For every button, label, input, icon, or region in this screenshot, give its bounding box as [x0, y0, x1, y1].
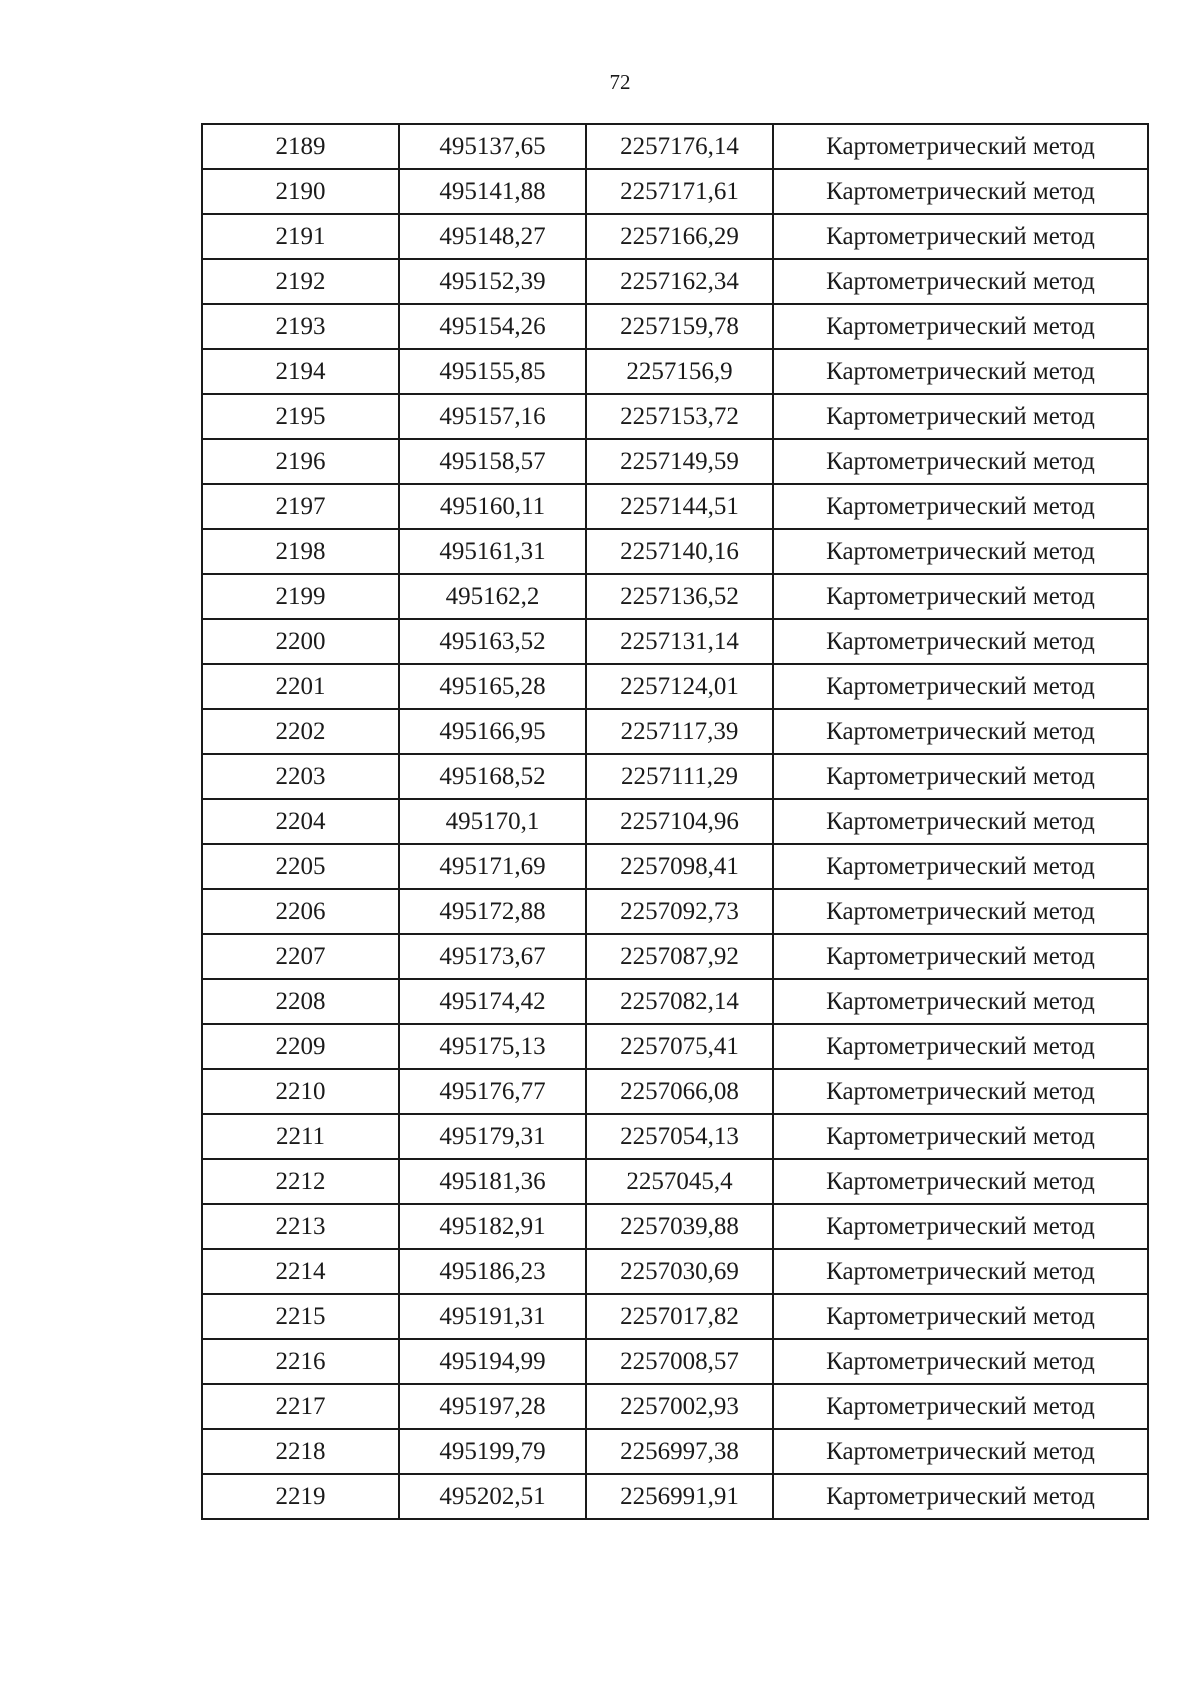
x-coordinate-cell: 495141,88: [399, 169, 586, 214]
method-cell: Картометрический метод: [773, 439, 1148, 484]
method-cell: Картометрический метод: [773, 619, 1148, 664]
point-number-cell: 2216: [202, 1339, 399, 1384]
method-cell: Картометрический метод: [773, 1384, 1148, 1429]
method-cell: Картометрический метод: [773, 124, 1148, 169]
x-coordinate-cell: 495194,99: [399, 1339, 586, 1384]
point-number-cell: 2218: [202, 1429, 399, 1474]
x-coordinate-cell: 495162,2: [399, 574, 586, 619]
y-coordinate-cell: 2257156,9: [586, 349, 773, 394]
point-number-cell: 2191: [202, 214, 399, 259]
x-coordinate-cell: 495174,42: [399, 979, 586, 1024]
y-coordinate-cell: 2257039,88: [586, 1204, 773, 1249]
point-number-cell: 2199: [202, 574, 399, 619]
y-coordinate-cell: 2257144,51: [586, 484, 773, 529]
table-row: [202, 1474, 1148, 1519]
method-cell: Картометрический метод: [773, 1294, 1148, 1339]
x-coordinate-cell: 495197,28: [399, 1384, 586, 1429]
point-number-cell: 2217: [202, 1384, 399, 1429]
table-row: [202, 1069, 1148, 1114]
y-coordinate-cell: 2257054,13: [586, 1114, 773, 1159]
y-coordinate-cell: 2257008,57: [586, 1339, 773, 1384]
table-row: [202, 664, 1148, 709]
table-row: [202, 619, 1148, 664]
y-coordinate-cell: 2257082,14: [586, 979, 773, 1024]
y-coordinate-cell: 2257176,14: [586, 124, 773, 169]
point-number-cell: 2211: [202, 1114, 399, 1159]
table-row: [202, 754, 1148, 799]
point-number-cell: 2198: [202, 529, 399, 574]
table-row: [202, 934, 1148, 979]
method-cell: Картометрический метод: [773, 1474, 1148, 1519]
x-coordinate-cell: 495160,11: [399, 484, 586, 529]
y-coordinate-cell: 2257098,41: [586, 844, 773, 889]
method-cell: Картометрический метод: [773, 484, 1148, 529]
point-number-cell: 2202: [202, 709, 399, 754]
y-coordinate-cell: 2257030,69: [586, 1249, 773, 1294]
point-number-cell: 2219: [202, 1474, 399, 1519]
x-coordinate-cell: 495152,39: [399, 259, 586, 304]
table-row: [202, 124, 1148, 169]
method-cell: Картометрический метод: [773, 844, 1148, 889]
method-cell: Картометрический метод: [773, 709, 1148, 754]
y-coordinate-cell: 2257159,78: [586, 304, 773, 349]
method-cell: Картометрический метод: [773, 349, 1148, 394]
x-coordinate-cell: 495176,77: [399, 1069, 586, 1114]
method-cell: Картометрический метод: [773, 1069, 1148, 1114]
method-cell: Картометрический метод: [773, 1249, 1148, 1294]
y-coordinate-cell: 2257166,29: [586, 214, 773, 259]
point-number-cell: 2206: [202, 889, 399, 934]
point-number-cell: 2201: [202, 664, 399, 709]
point-number-cell: 2210: [202, 1069, 399, 1114]
x-coordinate-cell: 495172,88: [399, 889, 586, 934]
point-number-cell: 2209: [202, 1024, 399, 1069]
method-cell: Картометрический метод: [773, 259, 1148, 304]
table-row: [202, 394, 1148, 439]
table-row: [202, 1294, 1148, 1339]
x-coordinate-cell: 495154,26: [399, 304, 586, 349]
table-row: [202, 169, 1148, 214]
method-cell: Картометрический метод: [773, 1159, 1148, 1204]
point-number-cell: 2196: [202, 439, 399, 484]
coordinates-table-body: [202, 124, 1148, 1519]
x-coordinate-cell: 495191,31: [399, 1294, 586, 1339]
table-row: [202, 889, 1148, 934]
method-cell: Картометрический метод: [773, 529, 1148, 574]
method-cell: Картометрический метод: [773, 754, 1148, 799]
table-row: [202, 979, 1148, 1024]
point-number-cell: 2194: [202, 349, 399, 394]
point-number-cell: 2215: [202, 1294, 399, 1339]
point-number-cell: 2205: [202, 844, 399, 889]
x-coordinate-cell: 495163,52: [399, 619, 586, 664]
method-cell: Картометрический метод: [773, 934, 1148, 979]
y-coordinate-cell: 2256997,38: [586, 1429, 773, 1474]
x-coordinate-cell: 495171,69: [399, 844, 586, 889]
table-row: [202, 1429, 1148, 1474]
method-cell: Картометрический метод: [773, 979, 1148, 1024]
method-cell: Картометрический метод: [773, 1204, 1148, 1249]
method-cell: Картометрический метод: [773, 1024, 1148, 1069]
method-cell: Картометрический метод: [773, 574, 1148, 619]
y-coordinate-cell: 2257171,61: [586, 169, 773, 214]
x-coordinate-cell: 495173,67: [399, 934, 586, 979]
method-cell: Картометрический метод: [773, 799, 1148, 844]
y-coordinate-cell: 2257075,41: [586, 1024, 773, 1069]
table-row: [202, 1249, 1148, 1294]
method-cell: Картометрический метод: [773, 664, 1148, 709]
x-coordinate-cell: 495170,1: [399, 799, 586, 844]
y-coordinate-cell: 2257017,82: [586, 1294, 773, 1339]
table-row: [202, 529, 1148, 574]
x-coordinate-cell: 495202,51: [399, 1474, 586, 1519]
y-coordinate-cell: 2257092,73: [586, 889, 773, 934]
table-row: [202, 304, 1148, 349]
y-coordinate-cell: 2257087,92: [586, 934, 773, 979]
method-cell: Картометрический метод: [773, 214, 1148, 259]
y-coordinate-cell: 2257131,14: [586, 619, 773, 664]
x-coordinate-cell: 495158,57: [399, 439, 586, 484]
x-coordinate-cell: 495157,16: [399, 394, 586, 439]
table-row: [202, 844, 1148, 889]
method-cell: Картометрический метод: [773, 304, 1148, 349]
coordinates-table: [201, 123, 1149, 1520]
table-row: [202, 1339, 1148, 1384]
method-cell: Картометрический метод: [773, 1114, 1148, 1159]
point-number-cell: 2189: [202, 124, 399, 169]
y-coordinate-cell: 2257066,08: [586, 1069, 773, 1114]
method-cell: Картометрический метод: [773, 889, 1148, 934]
x-coordinate-cell: 495166,95: [399, 709, 586, 754]
table-row: [202, 1384, 1148, 1429]
x-coordinate-cell: 495165,28: [399, 664, 586, 709]
table-row: [202, 574, 1148, 619]
point-number-cell: 2213: [202, 1204, 399, 1249]
x-coordinate-cell: 495175,13: [399, 1024, 586, 1069]
y-coordinate-cell: 2257124,01: [586, 664, 773, 709]
y-coordinate-cell: 2256991,91: [586, 1474, 773, 1519]
point-number-cell: 2214: [202, 1249, 399, 1294]
x-coordinate-cell: 495161,31: [399, 529, 586, 574]
point-number-cell: 2193: [202, 304, 399, 349]
x-coordinate-cell: 495155,85: [399, 349, 586, 394]
table-row: [202, 799, 1148, 844]
point-number-cell: 2212: [202, 1159, 399, 1204]
x-coordinate-cell: 495168,52: [399, 754, 586, 799]
y-coordinate-cell: 2257002,93: [586, 1384, 773, 1429]
point-number-cell: 2200: [202, 619, 399, 664]
y-coordinate-cell: 2257104,96: [586, 799, 773, 844]
y-coordinate-cell: 2257111,29: [586, 754, 773, 799]
x-coordinate-cell: 495186,23: [399, 1249, 586, 1294]
point-number-cell: 2207: [202, 934, 399, 979]
table-row: [202, 439, 1148, 484]
table-row: [202, 1114, 1148, 1159]
y-coordinate-cell: 2257140,16: [586, 529, 773, 574]
table-row: [202, 1024, 1148, 1069]
table-row: [202, 484, 1148, 529]
page-number: 72: [609, 70, 631, 94]
method-cell: Картометрический метод: [773, 1429, 1148, 1474]
x-coordinate-cell: 495199,79: [399, 1429, 586, 1474]
x-coordinate-cell: 495182,91: [399, 1204, 586, 1249]
method-cell: Картометрический метод: [773, 169, 1148, 214]
y-coordinate-cell: 2257149,59: [586, 439, 773, 484]
table-row: [202, 349, 1148, 394]
point-number-cell: 2195: [202, 394, 399, 439]
table-row: [202, 214, 1148, 259]
table-row: [202, 1159, 1148, 1204]
x-coordinate-cell: 495148,27: [399, 214, 586, 259]
point-number-cell: 2204: [202, 799, 399, 844]
point-number-cell: 2208: [202, 979, 399, 1024]
y-coordinate-cell: 2257117,39: [586, 709, 773, 754]
y-coordinate-cell: 2257153,72: [586, 394, 773, 439]
point-number-cell: 2197: [202, 484, 399, 529]
x-coordinate-cell: 495137,65: [399, 124, 586, 169]
point-number-cell: 2203: [202, 754, 399, 799]
point-number-cell: 2192: [202, 259, 399, 304]
method-cell: Картометрический метод: [773, 1339, 1148, 1384]
point-number-cell: 2190: [202, 169, 399, 214]
table-row: [202, 1204, 1148, 1249]
table-row: [202, 259, 1148, 304]
x-coordinate-cell: 495179,31: [399, 1114, 586, 1159]
table-row: [202, 709, 1148, 754]
y-coordinate-cell: 2257045,4: [586, 1159, 773, 1204]
y-coordinate-cell: 2257162,34: [586, 259, 773, 304]
x-coordinate-cell: 495181,36: [399, 1159, 586, 1204]
method-cell: Картометрический метод: [773, 394, 1148, 439]
y-coordinate-cell: 2257136,52: [586, 574, 773, 619]
